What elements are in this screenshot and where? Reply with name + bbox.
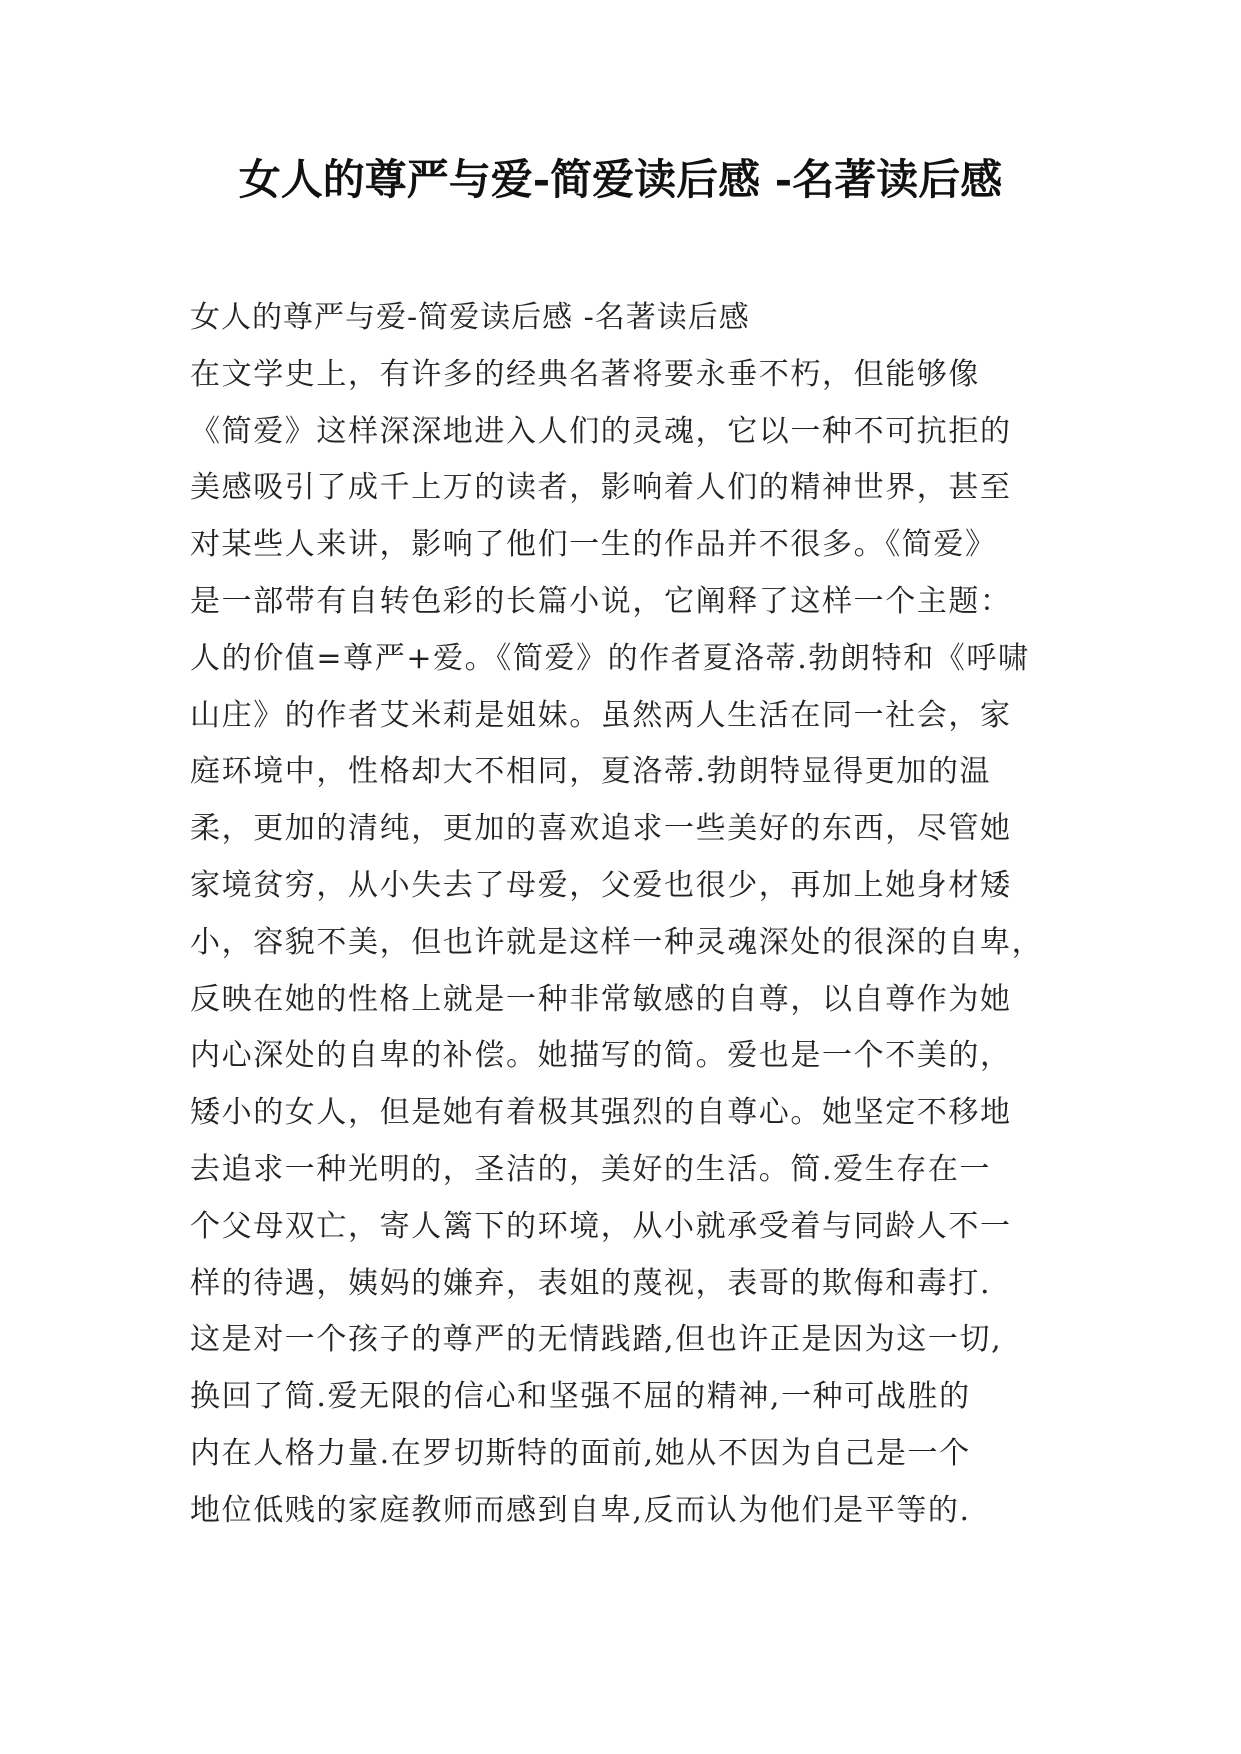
document-body: [190, 290, 1080, 1540]
body-line: 内心深处的自卑的补偿。她描写的简。爱也是一个不美的，: [190, 1038, 1012, 1074]
body-line: 是一部带有自转色彩的长篇小说，它阐释了这样一个主题：: [190, 583, 1012, 619]
body-line: 对某些人来讲，影响了他们一生的作品并不很多。《简爱》: [190, 527, 997, 563]
body-line: 柔，更加的清纯，更加的喜欢追求一些美好的东西，尽管她: [190, 811, 1012, 847]
body-line: 内在人格力量.在罗切斯特的面前,她从不因为自己是一个: [190, 1435, 971, 1471]
body-line: 在文学史上，有许多的经典名著将要永垂不朽，但能够像: [190, 356, 980, 392]
body-line: 反映在她的性格上就是一种非常敏感的自尊，以自尊作为她: [190, 981, 1012, 1017]
document-title: 女人的尊严与爱-简爱读后感 -名著读后感: [238, 155, 1003, 204]
body-line: 矮小的女人，但是她有着极其强烈的自尊心。她坚定不移地: [190, 1095, 1012, 1131]
body-line: 个父母双亡，寄人篱下的环境，从小就承受着与同龄人不一: [190, 1208, 1012, 1244]
body-line: 家境贫穷，从小失去了母爱，父爱也很少，再加上她身材矮: [190, 867, 1012, 903]
body-line: 《简爱》这样深深地进入人们的灵魂，它以一种不可抗拒的: [190, 413, 1012, 449]
body-line: 换回了简.爱无限的信心和坚强不屈的精神,一种可战胜的: [190, 1379, 971, 1415]
body-line: 庭环境中，性格却大不相同，夏洛蒂.勃朗特显得更加的温: [190, 754, 992, 790]
body-line: 女人的尊严与爱-简爱读后感 -名著读后感: [190, 300, 750, 335]
body-line: 地位低贱的家庭教师而感到自卑,反而认为他们是平等的.: [190, 1492, 971, 1528]
body-line: 美感吸引了成千上万的读者，影响着人们的精神世界，甚至: [190, 470, 1012, 506]
body-line: 山庄》的作者艾米莉是姐妹。虽然两人生活在同一社会，家: [190, 697, 1012, 733]
body-line: 小，容貌不美，但也许就是这样一种灵魂深处的很深的自卑，: [190, 924, 1044, 960]
body-line: 样的待遇，姨妈的嫌弃，表姐的蔑视，表哥的欺侮和毒打.: [190, 1265, 992, 1301]
body-line: 这是对一个孩子的尊严的无情践踏,但也许正是因为这一切,: [190, 1322, 1003, 1358]
body-line: 人的价值=尊严+爱。《简爱》的作者夏洛蒂.勃朗特和《呼啸: [190, 640, 1030, 676]
body-line: 去追求一种光明的，圣洁的，美好的生活。简.爱生存在一: [190, 1151, 992, 1187]
